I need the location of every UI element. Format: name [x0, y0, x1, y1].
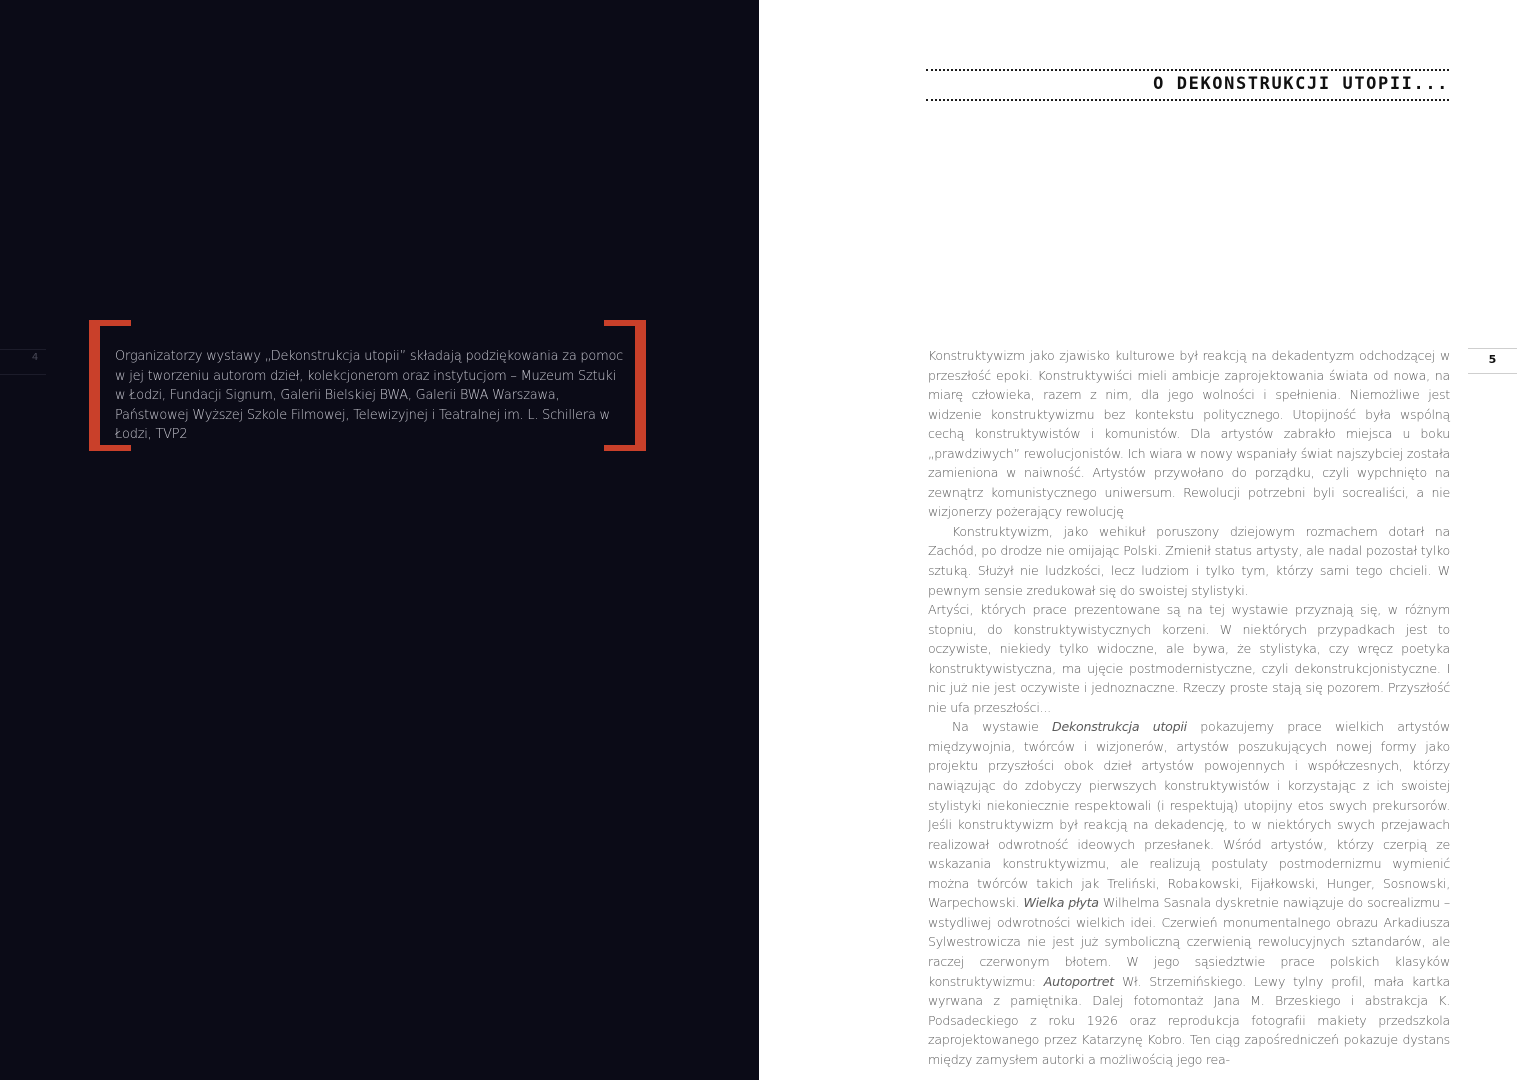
artwork-title: Autoportret	[1043, 973, 1114, 989]
paragraph: Artyści, których prace prezentowane są na tej wystawie przyznają się, w różnym stopniu, do konstruktywistycznych korzeni. W niektórych przypadkach jest to oczywiste, niekiedy tylko widoczne, ale bywa, że stylistyka, czy wręcz poetyka konstruktywistyczna, ma ujęcie postmodernistyczne, czyli dekonstrukcjonistyczne. I nic już nie jest oczywiste i jednoznaczne. Rzeczy proste stają się pozorem. Przyszłość nie ufa przeszłości...	[928, 602, 1450, 715]
page-number-left: 4	[31, 352, 39, 363]
section-title: O DEKONSTRUKCJI UTOPII...	[1153, 74, 1449, 94]
text-span: Na wystawie	[952, 719, 1053, 735]
exhibition-title: Dekonstrukcja utopii	[1052, 719, 1187, 735]
header-dotted-rule-top	[926, 69, 1449, 71]
article-body	[928, 346, 1450, 1069]
paragraph	[928, 717, 1450, 1069]
page-number-right: 5	[1488, 353, 1497, 366]
text-span: pokazujemy prace wielkich artystów międzywojnia, twórców i wizjonerów, artystów poszukujących nowej formy jako projektu przyszłości obok dzieł artystów powojennych i współczesnych, którzy nawiązując do zdobyczy pierwszych konstruktywistów i korzystając z ich swoistej stylistyki niekoniecznie respektowali (i respektują) utopijny etos swych prekursorów. Jeśli konstruktywizm był reakcją na dekadencję, to w niektórych swych przejawach realizował odwrotność ideowych przesłanek. Wśród artystów, którzy czerpią ze wskazania konstruktywizmu, ale realizują postulaty postmodernizmu wymienić można twórców takich jak Treliński, Robakowski, Fijałkowski, Hunger, Sosnowski, Warpechowski.	[928, 719, 1450, 911]
paragraph: Konstruktywizm jako zjawisko kulturowe był reakcją na dekadentyzm odchodzącej w przeszłość epoki. Konstruktywiści mieli ambicje zaprojektowania świata od nowa, na miarę człowieka, razem z nim, dla jego wolności i spełnienia. Niemożliwe jest widzenie konstruktywizmu bez kontekstu politycznego. Utopijność była wspólną cechą konstruktywistów i komunistów. Dla artystów zabrakło miejsca u boku „prawdziwych” rewolucjonistów. Ich wiara w nowy wspaniały świat najszybciej została zamieniona w naiwność. Artystów przywołano do porządku, czyli wypchnięto na zewnątrz komunistycznego uniwersum. Rewolucji potrzebni byli socrealiści, a nie wizjonerzy pożerający rewolucję	[928, 348, 1450, 520]
paragraph: Konstruktywizm, jako wehikuł poruszony dziejowym rozmachem dotarł na Zachód, po drodze nie omijając Polski. Zmienił status artysty, ale nadal pozostał tylko sztuką. Służył nie ludzkości, lecz ludziom i tylko tym, którzy sami tego chcieli. W pewnym sensie zredukował się do swoistej stylistyki.	[928, 523, 1450, 598]
artwork-title: Wielka płyta	[1023, 895, 1099, 911]
header-dotted-rule-bottom	[926, 99, 1449, 101]
text-span: Wilhelma Sasnala dyskretnie nawiązuje do socrealizmu –wstydliwej odwrotności wielkich idei. Czerwień monumentalnego obrazu Arkadiusza Sylwestrowicza nie jest już symboliczną czerwienią rewolucyjnych sztandarów, ale raczej czerwonym błotem. W jego sąsiedztwie prace polskich klasyków konstruktywizmu:	[928, 895, 1450, 989]
acknowledgement-text: Organizatorzy wystawy „Dekonstrukcja utopii” składają podziękowania za pomoc w jej tworzeniu autorom dzieł, kolekcjonerom oraz instytucjom – Muzeum Sztuki w Łodzi, Fundacji Signum, Galerii Bielskiej BWA, Galerii BWA Warszawa, Państwowej Wyższej Szkole Filmowej, Telewizyjnej i Teatralnej im. L. Schillera w Łodzi, TVP2	[115, 349, 624, 443]
right-page	[759, 0, 1517, 1080]
text-span: Wł. Strzemińskiego. Lewy tylny profil, mała kartka wyrwana z pamiętnika. Dalej fotomontaż Jana M. Brzeskiego i abstrakcja K. Podsadeckiego z roku 1926 oraz reprodukcja fotografii makiety przedszkola zaprojektowanego przez Katarzynę Kobro. Ten ciąg zapośredniczeń pokazuje dystans między zamysłem autorki a możliwością jego rea-	[928, 973, 1450, 1067]
